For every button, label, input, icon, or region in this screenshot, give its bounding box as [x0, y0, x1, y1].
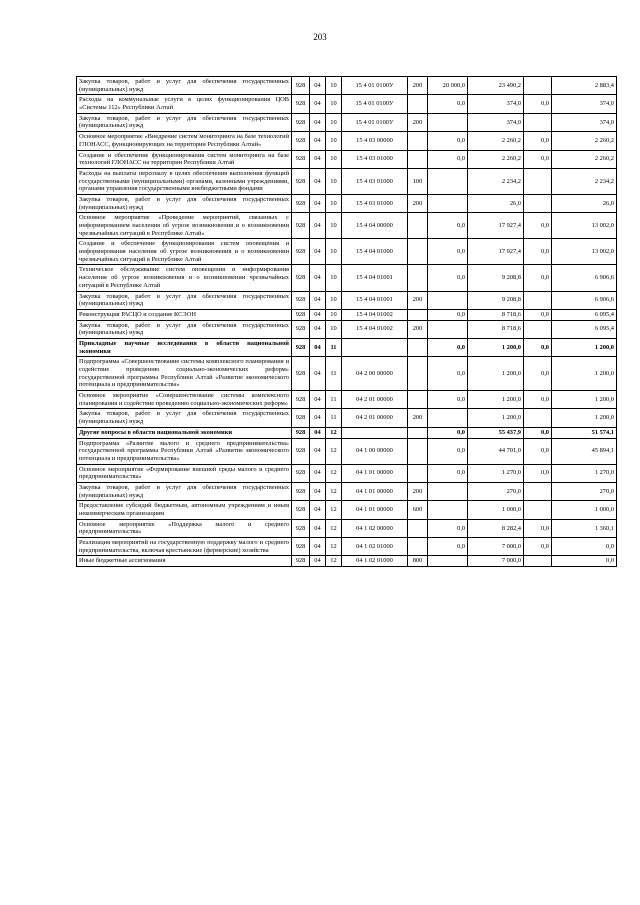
amount-col-1: 0,0	[428, 357, 468, 391]
target-article-code: 15 4 04 01001	[342, 291, 408, 309]
target-article-code: 15 4 03 00000	[342, 132, 408, 150]
amount-col-3: 0,0	[524, 265, 552, 291]
amount-col-4: 2 260,2	[552, 132, 617, 150]
amount-col-1: 0,0	[428, 338, 468, 356]
amount-col-4: 51 574,1	[552, 427, 617, 438]
table-row	[77, 357, 617, 391]
row-name: Прикладные научные исследования в области национальной экономики	[77, 338, 292, 356]
amount-col-2: 23 490,2	[468, 77, 524, 95]
amount-col-2: 8 718,6	[468, 309, 524, 320]
row-name: Основное мероприятие «Поддержка малого и среднего предпринимательства»	[77, 519, 292, 537]
row-name: Закупка товаров, работ и услуг для обеспечения государственных (муниципальных) нужд	[77, 77, 292, 95]
amount-col-3	[524, 291, 552, 309]
amount-col-4: 1 200,0	[552, 357, 617, 391]
amount-col-3: 0,0	[524, 239, 552, 265]
amount-col-1: 0,0	[428, 438, 468, 464]
section-code: 04	[310, 95, 326, 113]
ministry-code: 928	[292, 132, 310, 150]
ministry-code: 928	[292, 194, 310, 212]
ministry-code: 928	[292, 556, 310, 567]
subsection-code: 11	[326, 409, 342, 427]
target-article-code: 04 1 02 00000	[342, 519, 408, 537]
expense-type-code	[408, 538, 428, 556]
amount-col-2: 17 927,4	[468, 239, 524, 265]
subsection-code: 12	[326, 438, 342, 464]
amount-col-3	[524, 409, 552, 427]
amount-col-2: 270,0	[468, 482, 524, 500]
amount-col-1: 0,0	[428, 150, 468, 168]
row-name: Расходы на коммунальные услуги в целях функционирования ЦОВ «Системы 112» Республики Алтай	[77, 95, 292, 113]
table-row	[77, 538, 617, 556]
row-name: Основное мероприятие «Внедрение систем мониторинга на базе технологий ГЛОНАСС, функционирующих на территории Республики Алтай»	[77, 132, 292, 150]
expense-type-code: 800	[408, 556, 428, 567]
row-name: Расходы на выплаты персоналу в целях обеспечения выполнения функций государственными (муниципальными) органами, казенными учреждениями, органами управления государственными внебюджетными фондами	[77, 168, 292, 194]
amount-col-1	[428, 194, 468, 212]
amount-col-2: 1 200,0	[468, 391, 524, 409]
section-code: 04	[310, 556, 326, 567]
amount-col-4: 1 360,1	[552, 519, 617, 537]
target-article-code: 15 4 03 01000	[342, 168, 408, 194]
amount-col-4: 1 270,0	[552, 464, 617, 482]
amount-col-3	[524, 113, 552, 131]
amount-col-2: 1 000,0	[468, 501, 524, 519]
ministry-code: 928	[292, 409, 310, 427]
amount-col-4: 6 906,6	[552, 265, 617, 291]
table-row	[77, 194, 617, 212]
amount-col-2: 26,0	[468, 194, 524, 212]
amount-col-4: 374,0	[552, 113, 617, 131]
amount-col-1: 20 000,0	[428, 77, 468, 95]
expense-type-code: 200	[408, 482, 428, 500]
amount-col-1: 0,0	[428, 519, 468, 537]
amount-col-1: 0,0	[428, 95, 468, 113]
ministry-code: 928	[292, 427, 310, 438]
target-article-code: 15 4 03 01000	[342, 194, 408, 212]
expense-type-code	[408, 132, 428, 150]
amount-col-1	[428, 482, 468, 500]
amount-col-4: 0,0	[552, 556, 617, 567]
subsection-code: 12	[326, 482, 342, 500]
section-code: 04	[310, 427, 326, 438]
ministry-code: 928	[292, 168, 310, 194]
subsection-code: 11	[326, 357, 342, 391]
target-article-code: 15 4 01 0100У	[342, 95, 408, 113]
amount-col-3: 0,0	[524, 538, 552, 556]
amount-col-4: 374,0	[552, 95, 617, 113]
expense-type-code	[408, 239, 428, 265]
subsection-code: 10	[326, 132, 342, 150]
table-row	[77, 438, 617, 464]
target-article-code: 15 4 03 01000	[342, 150, 408, 168]
section-code: 04	[310, 150, 326, 168]
target-article-code: 04 1 01 00000	[342, 501, 408, 519]
amount-col-2: 1 200,0	[468, 357, 524, 391]
ministry-code: 928	[292, 338, 310, 356]
amount-col-2: 2 260,2	[468, 132, 524, 150]
subsection-code: 12	[326, 519, 342, 537]
section-code: 04	[310, 538, 326, 556]
expense-type-code: 200	[408, 113, 428, 131]
expense-type-code	[408, 338, 428, 356]
target-article-code: 04 1 01 00000	[342, 464, 408, 482]
section-code: 04	[310, 213, 326, 239]
amount-col-4: 6 906,6	[552, 291, 617, 309]
amount-col-3: 0,0	[524, 309, 552, 320]
subsection-code: 10	[326, 239, 342, 265]
amount-col-3: 0,0	[524, 95, 552, 113]
section-code: 04	[310, 391, 326, 409]
table-row	[77, 309, 617, 320]
target-article-code: 04 2 01 00000	[342, 409, 408, 427]
ministry-code: 928	[292, 357, 310, 391]
section-code: 04	[310, 357, 326, 391]
section-code: 04	[310, 168, 326, 194]
row-name: Закупка товаров, работ и услуг для обеспечения государственных (муниципальных) нужд	[77, 291, 292, 309]
amount-col-3: 0,0	[524, 338, 552, 356]
amount-col-3: 0,0	[524, 391, 552, 409]
row-name: Техническое обслуживание систем оповещения и информирования населения об угрозе возникновения и о возникновении чрезвычайных ситуаций в Республике Алтай	[77, 265, 292, 291]
row-name: Основное мероприятие «Совершенствование системы комплексного планирования и содействие проведению социально-экономических реформ»	[77, 391, 292, 409]
amount-col-4: 13 002,0	[552, 239, 617, 265]
ministry-code: 928	[292, 320, 310, 338]
expense-type-code: 200	[408, 291, 428, 309]
target-article-code: 15 4 01 0100У	[342, 113, 408, 131]
ministry-code: 928	[292, 482, 310, 500]
target-article-code: 04 2 00 00000	[342, 357, 408, 391]
table-row	[77, 519, 617, 537]
amount-col-2: 8 718,6	[468, 320, 524, 338]
ministry-code: 928	[292, 213, 310, 239]
table-row	[77, 113, 617, 131]
amount-col-2: 1 200,0	[468, 409, 524, 427]
amount-col-1	[428, 409, 468, 427]
ministry-code: 928	[292, 77, 310, 95]
section-code: 04	[310, 291, 326, 309]
table-row	[77, 409, 617, 427]
amount-col-3: 0,0	[524, 519, 552, 537]
subsection-code: 12	[326, 427, 342, 438]
section-code: 04	[310, 464, 326, 482]
expense-type-code	[408, 427, 428, 438]
expense-type-code	[408, 519, 428, 537]
amount-col-3: 0,0	[524, 213, 552, 239]
amount-col-1	[428, 320, 468, 338]
target-article-code: 04 2 01 00000	[342, 391, 408, 409]
target-article-code: 15 4 04 00000	[342, 213, 408, 239]
section-code: 04	[310, 132, 326, 150]
table-row	[77, 150, 617, 168]
target-article-code: 15 4 04 01002	[342, 309, 408, 320]
table-row	[77, 501, 617, 519]
subsection-code: 12	[326, 464, 342, 482]
amount-col-2: 17 927,4	[468, 213, 524, 239]
subsection-code: 10	[326, 309, 342, 320]
amount-col-2: 374,0	[468, 113, 524, 131]
table-row	[77, 464, 617, 482]
subsection-code: 10	[326, 168, 342, 194]
section-code: 04	[310, 501, 326, 519]
subsection-code: 10	[326, 194, 342, 212]
amount-col-3	[524, 77, 552, 95]
amount-col-4: 0,0	[552, 538, 617, 556]
amount-col-3: 0,0	[524, 438, 552, 464]
section-code: 04	[310, 320, 326, 338]
ministry-code: 928	[292, 309, 310, 320]
subsection-code: 12	[326, 538, 342, 556]
subsection-code: 10	[326, 113, 342, 131]
ministry-code: 928	[292, 538, 310, 556]
amount-col-4: 1 200,0	[552, 391, 617, 409]
table-row	[77, 556, 617, 567]
amount-col-1: 0,0	[428, 309, 468, 320]
amount-col-3	[524, 501, 552, 519]
row-name: Закупка товаров, работ и услуг для обеспечения государственных (муниципальных) нужд	[77, 482, 292, 500]
ministry-code: 928	[292, 150, 310, 168]
ministry-code: 928	[292, 291, 310, 309]
amount-col-2: 1 200,0	[468, 338, 524, 356]
subsection-code: 10	[326, 95, 342, 113]
amount-col-4: 2 234,2	[552, 168, 617, 194]
expense-type-code: 200	[408, 409, 428, 427]
section-code: 04	[310, 239, 326, 265]
amount-col-1: 0,0	[428, 239, 468, 265]
ministry-code: 928	[292, 265, 310, 291]
amount-col-4: 13 002,0	[552, 213, 617, 239]
subsection-code: 10	[326, 150, 342, 168]
amount-col-1: 0,0	[428, 132, 468, 150]
amount-col-4: 2 883,4	[552, 77, 617, 95]
row-name: Создание и обеспечение функционирования систем мониторинга на базе технологий ГЛОНАСС на территории Республики Алтай	[77, 150, 292, 168]
amount-col-4: 26,0	[552, 194, 617, 212]
row-name: Закупка товаров, работ и услуг для обеспечения государственных (муниципальных) нужд	[77, 409, 292, 427]
amount-col-4: 45 894,1	[552, 438, 617, 464]
subsection-code: 10	[326, 77, 342, 95]
expense-type-code	[408, 357, 428, 391]
expense-type-code: 200	[408, 320, 428, 338]
row-name: Закупка товаров, работ и услуг для обеспечения государственных (муниципальных) нужд	[77, 320, 292, 338]
amount-col-3	[524, 320, 552, 338]
table-row	[77, 391, 617, 409]
budget-table	[76, 76, 617, 567]
table-row	[77, 132, 617, 150]
target-article-code: 15 4 04 01000	[342, 239, 408, 265]
row-name: Реализация мероприятий на государственную поддержку малого и среднего предпринимательства, включая крестьянские (фермерские) хозяйства	[77, 538, 292, 556]
expense-type-code	[408, 309, 428, 320]
amount-col-2: 9 208,8	[468, 291, 524, 309]
subsection-code: 10	[326, 213, 342, 239]
row-name: Подпрограмма «Совершенствование системы комплексного планирования и содействие проведению социально-экономических реформ» государственной программы Республики Алтай «Развитие экономического потенциала и предпринимательства»	[77, 357, 292, 391]
amount-col-3	[524, 194, 552, 212]
target-article-code	[342, 427, 408, 438]
row-name: Создание и обеспечение функционирования систем оповещения и информирования населения об угрозе возникновения и о возникновении чрезвычайных ситуаций в Республике Алтай	[77, 239, 292, 265]
table-row	[77, 265, 617, 291]
amount-col-3: 0,0	[524, 464, 552, 482]
target-article-code: 15 4 01 0100У	[342, 77, 408, 95]
amount-col-4: 1 000,0	[552, 501, 617, 519]
row-name: Закупка товаров, работ и услуг для обеспечения государственных (муниципальных) нужд	[77, 194, 292, 212]
section-code: 04	[310, 113, 326, 131]
expense-type-code	[408, 95, 428, 113]
amount-col-2: 44 701,0	[468, 438, 524, 464]
target-article-code: 15 4 04 01001	[342, 265, 408, 291]
subsection-code: 10	[326, 265, 342, 291]
ministry-code: 928	[292, 464, 310, 482]
section-code: 04	[310, 77, 326, 95]
amount-col-1: 0,0	[428, 464, 468, 482]
section-code: 04	[310, 438, 326, 464]
expense-type-code	[408, 213, 428, 239]
amount-col-4: 1 200,0	[552, 409, 617, 427]
target-article-code: 15 4 04 01002	[342, 320, 408, 338]
amount-col-1: 0,0	[428, 213, 468, 239]
row-name: Предоставление субсидий бюджетным, автономным учреждениям и иным некоммерческим организациям	[77, 501, 292, 519]
row-name: Основное мероприятие «Проведение мероприятий, связанных с информированием населения об угрозе возникновения и о возникновении чрезвычайных ситуаций в Республике Алтай»	[77, 213, 292, 239]
row-name: Основное мероприятие «Формирование внешней среды малого и среднего предпринимательства»	[77, 464, 292, 482]
subsection-code: 11	[326, 338, 342, 356]
amount-col-3: 0,0	[524, 150, 552, 168]
table-row	[77, 168, 617, 194]
table-row	[77, 427, 617, 438]
section-code: 04	[310, 519, 326, 537]
amount-col-4: 2 260,2	[552, 150, 617, 168]
page-number: 203	[313, 32, 327, 42]
amount-col-2: 2 234,2	[468, 168, 524, 194]
row-name: Другие вопросы в области национальной экономики	[77, 427, 292, 438]
ministry-code: 928	[292, 239, 310, 265]
row-name: Иные бюджетные ассигнования	[77, 556, 292, 567]
section-code: 04	[310, 194, 326, 212]
amount-col-2: 55 437,9	[468, 427, 524, 438]
amount-col-3	[524, 482, 552, 500]
budget-table-body	[77, 77, 617, 567]
expense-type-code: 600	[408, 501, 428, 519]
expense-type-code	[408, 464, 428, 482]
ministry-code: 928	[292, 95, 310, 113]
amount-col-4: 6 095,4	[552, 320, 617, 338]
amount-col-3: 0,0	[524, 357, 552, 391]
amount-col-1: 0,0	[428, 391, 468, 409]
row-name: Закупка товаров, работ и услуг для обеспечения государственных (муниципальных) нужд	[77, 113, 292, 131]
ministry-code: 928	[292, 113, 310, 131]
amount-col-3	[524, 168, 552, 194]
table-row	[77, 482, 617, 500]
target-article-code: 04 1 00 00000	[342, 438, 408, 464]
amount-col-1: 0,0	[428, 427, 468, 438]
expense-type-code	[408, 265, 428, 291]
target-article-code	[342, 338, 408, 356]
section-code: 04	[310, 309, 326, 320]
row-name: Реконструкция РАСЦО и создание КСЭОН	[77, 309, 292, 320]
table-row	[77, 338, 617, 356]
section-code: 04	[310, 409, 326, 427]
amount-col-1	[428, 501, 468, 519]
target-article-code: 04 1 01 00000	[342, 482, 408, 500]
ministry-code: 928	[292, 391, 310, 409]
expense-type-code	[408, 150, 428, 168]
target-article-code: 04 1 02 01000	[342, 556, 408, 567]
ministry-code: 928	[292, 501, 310, 519]
subsection-code: 10	[326, 320, 342, 338]
ministry-code: 928	[292, 438, 310, 464]
table-row	[77, 95, 617, 113]
amount-col-2: 7 000,0	[468, 538, 524, 556]
subsection-code: 12	[326, 501, 342, 519]
row-name: Подпрограмма «Развитие малого и среднего предпринимательства» государственной программы Республики Алтай «Развитие экономического потенциала и предпринимательства»	[77, 438, 292, 464]
expense-type-code: 100	[408, 168, 428, 194]
section-code: 04	[310, 265, 326, 291]
amount-col-4: 1 200,0	[552, 338, 617, 356]
section-code: 04	[310, 482, 326, 500]
section-code: 04	[310, 338, 326, 356]
expense-type-code: 200	[408, 194, 428, 212]
subsection-code: 11	[326, 391, 342, 409]
subsection-code: 12	[326, 556, 342, 567]
expense-type-code	[408, 391, 428, 409]
amount-col-2: 9 208,8	[468, 265, 524, 291]
subsection-code: 10	[326, 291, 342, 309]
expense-type-code: 200	[408, 77, 428, 95]
amount-col-3: 0,0	[524, 427, 552, 438]
amount-col-2: 8 282,4	[468, 519, 524, 537]
amount-col-2: 374,0	[468, 95, 524, 113]
amount-col-2: 1 270,0	[468, 464, 524, 482]
amount-col-4: 270,0	[552, 482, 617, 500]
expense-type-code	[408, 438, 428, 464]
table-row	[77, 239, 617, 265]
amount-col-1	[428, 113, 468, 131]
amount-col-1: 0,0	[428, 265, 468, 291]
table-row	[77, 77, 617, 95]
amount-col-1	[428, 556, 468, 567]
amount-col-1: 0,0	[428, 538, 468, 556]
table-row	[77, 320, 617, 338]
amount-col-3: 0,0	[524, 132, 552, 150]
amount-col-1	[428, 291, 468, 309]
amount-col-4: 6 095,4	[552, 309, 617, 320]
amount-col-2: 7 000,0	[468, 556, 524, 567]
amount-col-2: 2 260,2	[468, 150, 524, 168]
amount-col-1	[428, 168, 468, 194]
table-row	[77, 213, 617, 239]
target-article-code: 04 1 02 01000	[342, 538, 408, 556]
table-row	[77, 291, 617, 309]
ministry-code: 928	[292, 519, 310, 537]
amount-col-3	[524, 556, 552, 567]
